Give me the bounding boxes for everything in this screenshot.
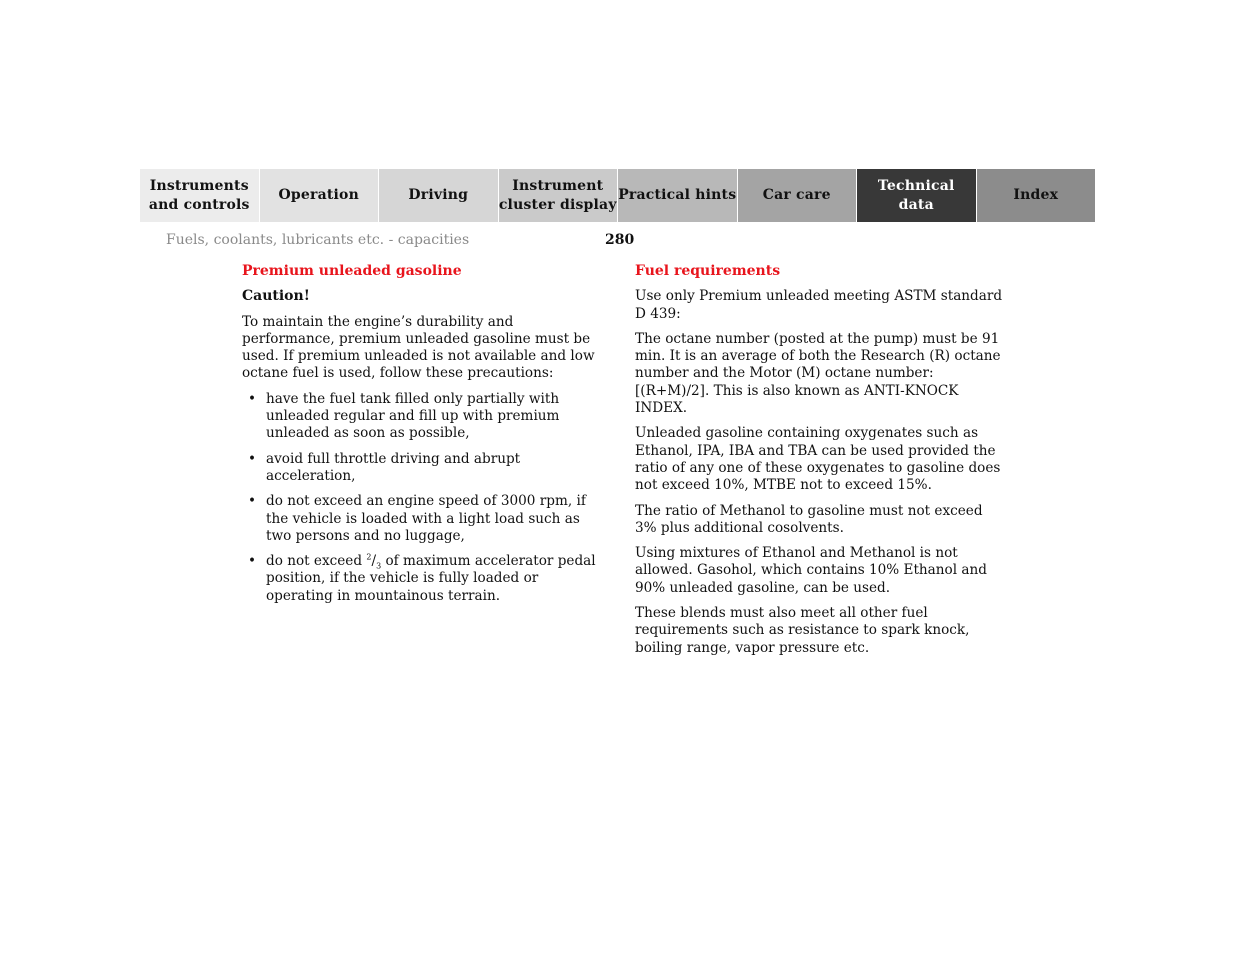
tab-practical-hints[interactable]: Practical hints	[618, 169, 738, 222]
list-item-text: have the fuel tank filled only partially with unleaded regular and fill up with premium unleaded as soon as possible,	[266, 390, 560, 442]
paragraph-methanol: The ratio of Methanol to gasoline must not exceed 3% plus additional cosolvents.	[635, 502, 983, 536]
paragraph-gasohol: Using mixtures of Ethanol and Methanol is not allowed. Gasohol, which contains 10% Ethanol and 90% unleaded gasoline, can be used.	[635, 545, 987, 596]
page-number: 280	[605, 232, 635, 248]
tab-index[interactable]: Index	[977, 169, 1096, 222]
fraction-suffix: of maximum accelerator pedal position, if the vehicle is fully loaded or operating in mountainous terrain.	[266, 553, 596, 604]
precautions-list	[242, 391, 607, 605]
fraction-numerator: 2	[366, 552, 372, 562]
paragraph-blends: These blends must also meet all other fuel requirements such as resistance to spark knock, boiling range, vapor pressure etc.	[635, 605, 970, 656]
list-item-text: do not exceed an engine speed of 3000 rpm, if the vehicle is loaded with a light load such as two persons and no luggage,	[266, 493, 586, 544]
bullet-icon: •	[248, 553, 257, 570]
tab-technical-data[interactable]: Technical data	[857, 169, 977, 222]
fuel-requirements-heading: Fuel requirements	[635, 263, 781, 279]
list-item	[242, 493, 607, 545]
fraction-prefix: do not exceed	[266, 553, 367, 570]
list-item-text: avoid full throttle driving and abrupt acceleration,	[266, 450, 521, 484]
bullet-icon: •	[248, 390, 257, 407]
tab-driving[interactable]: Driving	[379, 169, 499, 222]
list-item-text	[266, 553, 596, 604]
premium-unleaded-heading: Premium unleaded gasoline	[242, 263, 462, 279]
tab-instruments-and-controls[interactable]: Instruments and controls	[140, 169, 260, 222]
caution-label: Caution!	[242, 288, 310, 305]
fraction-slash: /	[371, 553, 377, 570]
left-column	[242, 263, 607, 613]
bullet-icon: •	[248, 450, 257, 467]
bullet-icon: •	[248, 493, 257, 510]
fraction-denominator: 3	[376, 561, 382, 571]
list-item	[242, 391, 607, 443]
list-item	[242, 553, 607, 605]
section-title: Fuels, coolants, lubricants etc. - capacities	[166, 232, 470, 248]
paragraph-octane: The octane number (posted at the pump) must be 91 min. It is an average of both the Research (R) octane number and the Motor (M) octane number: [(R+M)/2]. This is also known as ANTI-KNOCK INDEX.	[635, 330, 1001, 417]
paragraph-oxygenates: Unleaded gasoline containing oxygenates such as Ethanol, IPA, IBA and TBA can be used provided the ratio of any one of these oxygenates to gasoline does not exceed 10%, MTBE not to exceed 15%.	[635, 425, 1001, 494]
tab-car-care[interactable]: Car care	[738, 169, 858, 222]
tab-operation[interactable]: Operation	[260, 169, 380, 222]
caution-intro: To maintain the engine’s durability and performance, premium unleaded gasoline must be used. If premium unleaded is not available and low octane fuel is used, follow these precautions:	[242, 313, 595, 382]
paragraph-astm: Use only Premium unleaded meeting ASTM standard D 439:	[635, 288, 1003, 322]
right-column	[635, 263, 1003, 665]
chapter-nav-tabs	[140, 169, 1095, 222]
list-item	[242, 451, 607, 486]
tab-instrument-cluster-display[interactable]: Instrument cluster display	[499, 169, 619, 222]
